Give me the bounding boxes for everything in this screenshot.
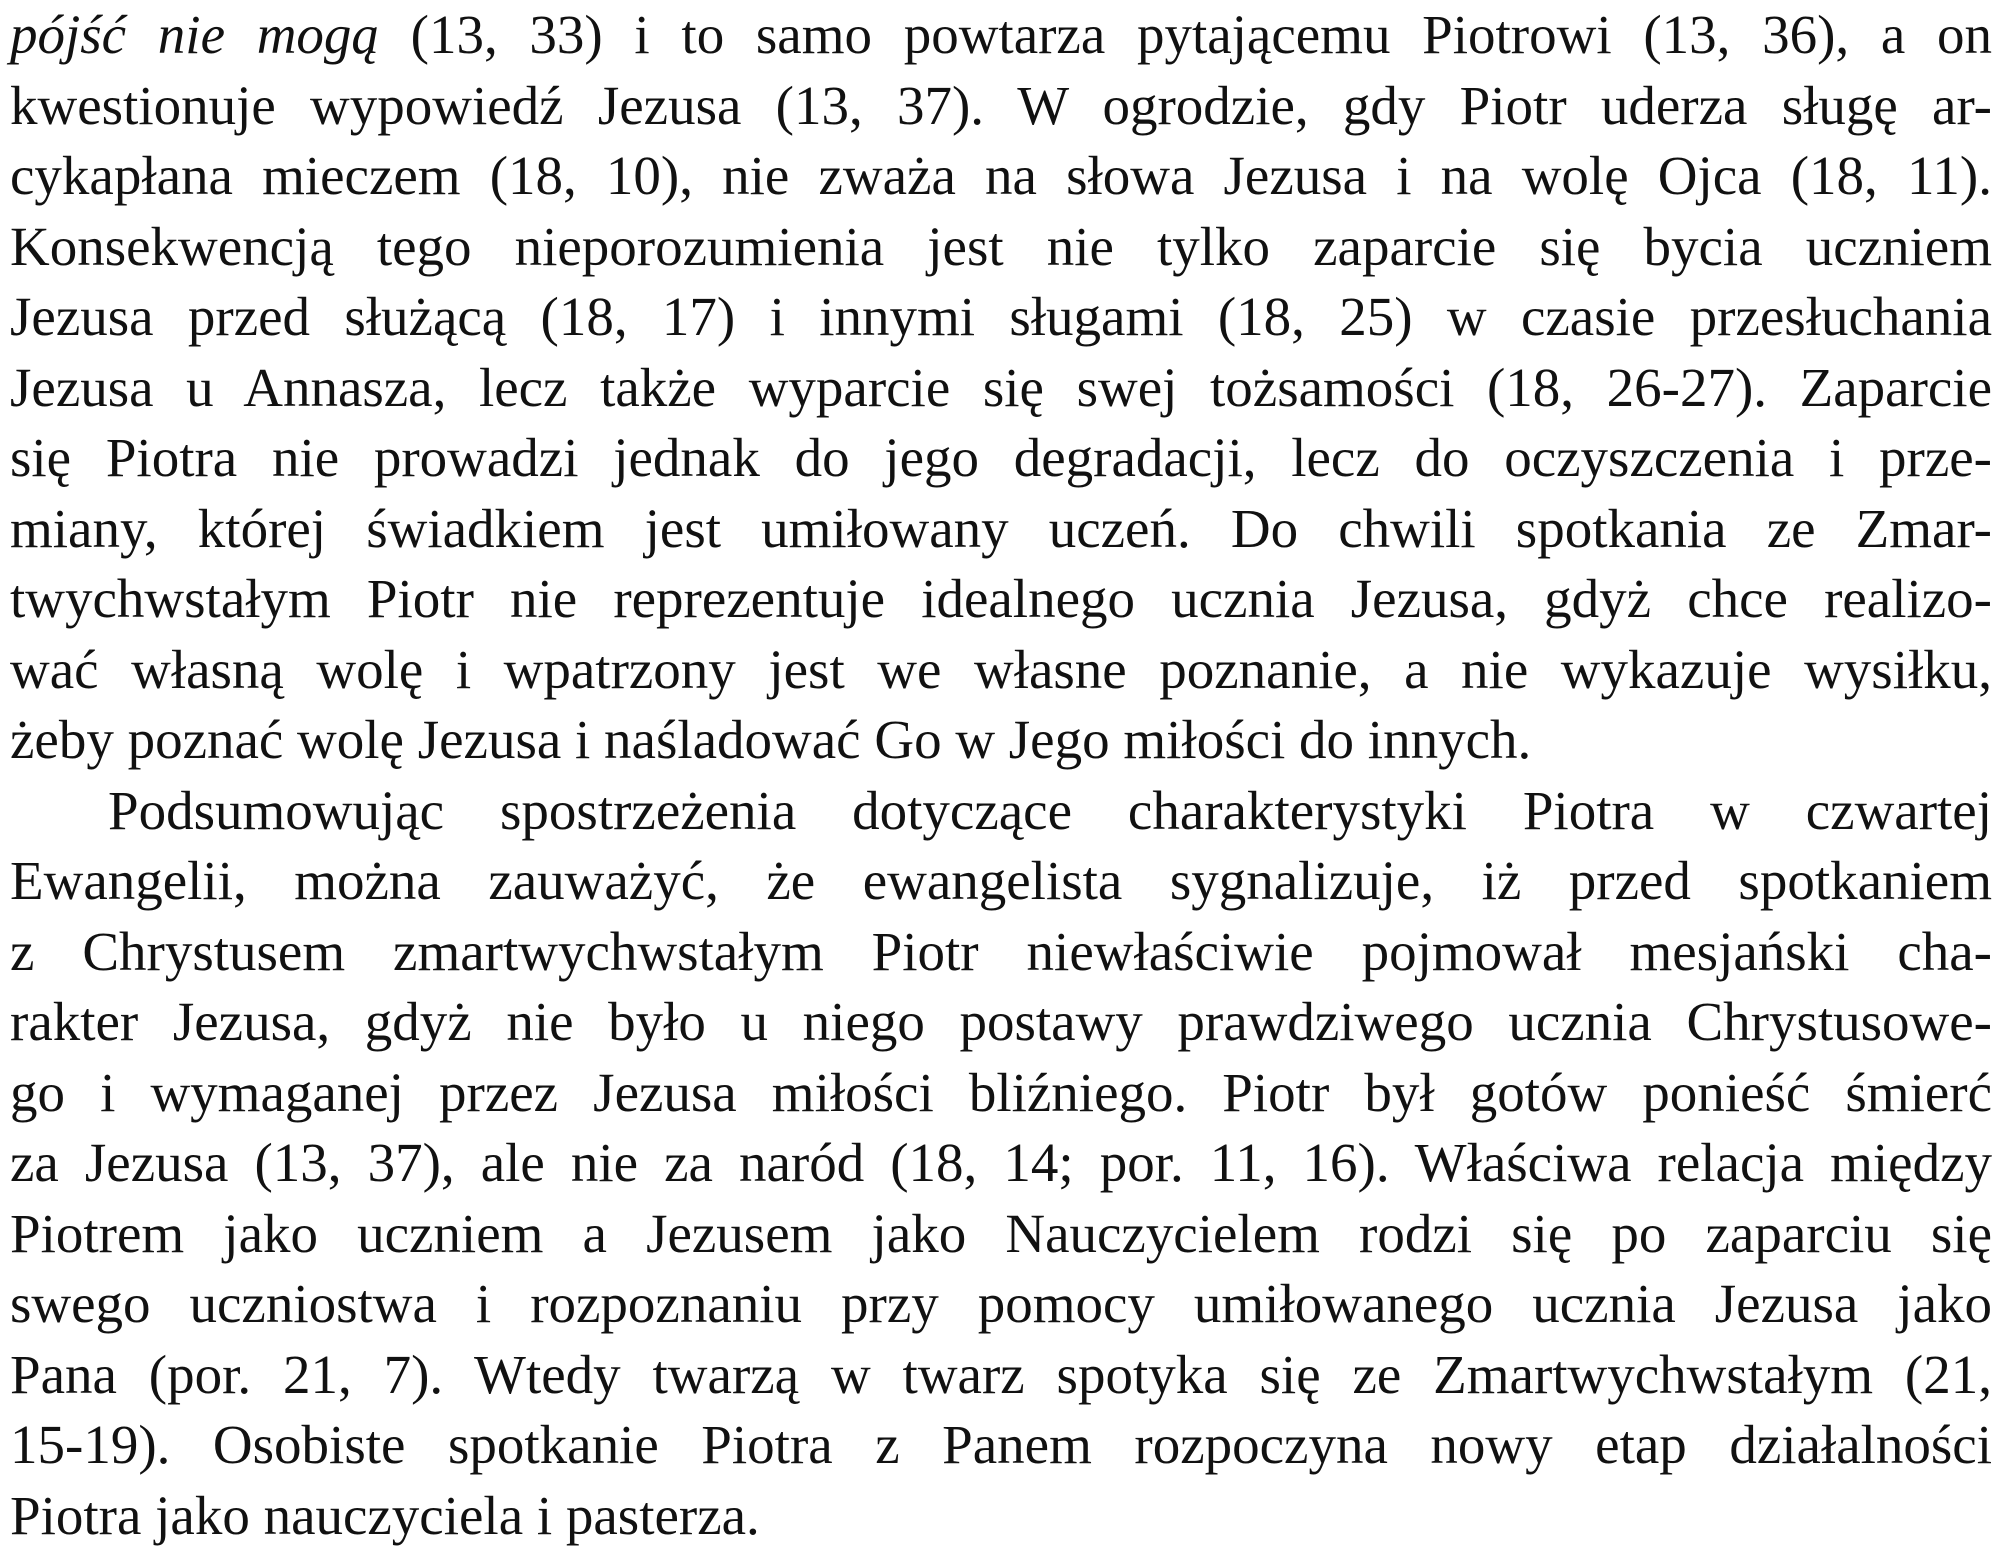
text-line: 15-19). Osobiste spotkanie Piotra z Panem rozpoczyna nowy etap działalności <box>10 1410 1992 1481</box>
text-line: z Chrystusem zmartwychwstałym Piotr niewłaściwie pojmował mesjański cha- <box>10 917 1992 988</box>
text-line: Jezusa przed służącą (18, 17) i innymi sługami (18, 25) w czasie przesłuchania <box>10 282 1992 353</box>
text-run: (13, 33) i to samo powtarza pytającemu Piotrowi (13, 36), a on <box>379 4 1992 65</box>
text-line: cykapłana mieczem (18, 10), nie zważa na słowa Jezusa i na wolę Ojca (18, 11). <box>10 141 1992 212</box>
text-line: Jezusa u Annasza, lecz także wyparcie się swej tożsamości (18, 26-27). Zaparcie <box>10 353 1992 424</box>
text-line: Ewangelii, można zauważyć, że ewangelista sygnalizuje, iż przed spotkaniem <box>10 846 1992 917</box>
text-line: Konsekwencją tego nieporozumienia jest nie tylko zaparcie się bycia uczniem <box>10 212 1992 283</box>
text-line: swego uczniostwa i rozpoznaniu przy pomocy umiłowanego ucznia Jezusa jako <box>10 1269 1992 1340</box>
text-line: za Jezusa (13, 37), ale nie za naród (18, 14; por. 11, 16). Właściwa relacja między <box>10 1128 1992 1199</box>
text-line: Piotrem jako uczniem a Jezusem jako Nauczycielem rodzi się po zaparciu się <box>10 1199 1992 1270</box>
text-line: żeby poznać wolę Jezusa i naśladować Go w Jego miłości do innych. <box>10 705 1992 776</box>
text-line: go i wymaganej przez Jezusa miłości bliźniego. Piotr był gotów ponieść śmierć <box>10 1058 1992 1129</box>
paragraph-1 <box>10 0 1992 776</box>
text-line: Piotra jako nauczyciela i pasterza. <box>10 1481 1992 1551</box>
text-line: Podsumowując spostrzeżenia dotyczące charakterystyki Piotra w czwartej <box>10 776 1992 847</box>
document-page <box>10 0 1992 1551</box>
text-line: się Piotra nie prowadzi jednak do jego degradacji, lecz do oczyszczenia i prze- <box>10 423 1992 494</box>
text-line: twychwstałym Piotr nie reprezentuje idealnego ucznia Jezusa, gdyż chce realizo- <box>10 564 1992 635</box>
paragraph-2 <box>10 776 1992 1551</box>
text-line: Pana (por. 21, 7). Wtedy twarzą w twarz spotyka się ze Zmartwychwstałym (21, <box>10 1340 1992 1411</box>
text-line <box>10 0 1992 71</box>
text-line: wać własną wolę i wpatrzony jest we własne poznanie, a nie wykazuje wysiłku, <box>10 635 1992 706</box>
italic-phrase: pójść nie mogą <box>10 4 379 65</box>
text-line: kwestionuje wypowiedź Jezusa (13, 37). W ogrodzie, gdy Piotr uderza sługę ar- <box>10 71 1992 142</box>
text-line: rakter Jezusa, gdyż nie było u niego postawy prawdziwego ucznia Chrystusowe- <box>10 987 1992 1058</box>
text-line: miany, której świadkiem jest umiłowany uczeń. Do chwili spotkania ze Zmar- <box>10 494 1992 565</box>
